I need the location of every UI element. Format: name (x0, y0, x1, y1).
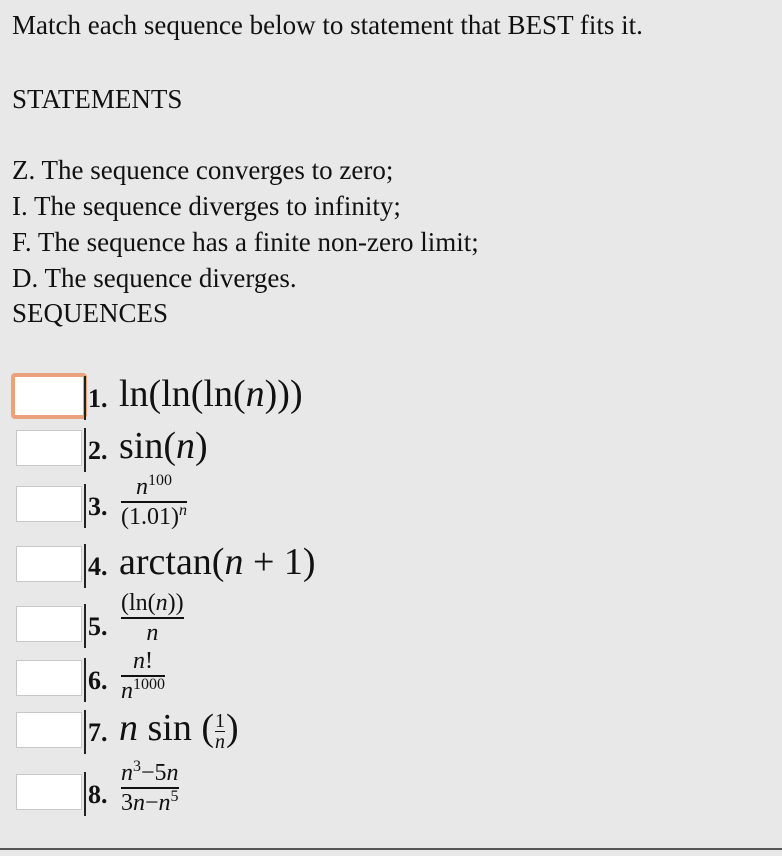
answer-input-4[interactable] (16, 546, 82, 582)
sequence-label: 7. (88, 718, 108, 747)
statement-f: F. The sequence has a finite non-zero limit; (12, 227, 479, 257)
bottom-divider (0, 848, 782, 850)
answer-input-2[interactable] (16, 430, 82, 466)
row-divider (84, 604, 86, 648)
statements-heading: STATEMENTS (12, 84, 183, 114)
answer-input-8[interactable] (16, 774, 82, 810)
sequence-label: 5. (88, 612, 108, 641)
row-divider (84, 772, 86, 816)
statement-z: Z. The sequence converges to zero; (12, 155, 394, 185)
sequence-label: 8. (88, 780, 108, 809)
sequence-label: 1. (88, 384, 108, 413)
row-divider (84, 658, 86, 702)
answer-input-1[interactable] (11, 373, 87, 419)
answer-input-5[interactable] (16, 606, 82, 642)
statement-i: I. The sequence diverges to infinity; (12, 191, 401, 221)
sequence-expression: $n^{100}$ $(1.01)^n$ (121, 472, 187, 530)
sequence-expression: sin(n) (119, 425, 208, 467)
row-divider (84, 428, 86, 472)
sequence-label: 6. (88, 666, 108, 695)
row-divider (84, 376, 86, 420)
sequence-expression: arctan(n + 1) (119, 541, 316, 583)
sequences-heading: SEQUENCES (12, 298, 169, 328)
sequence-expression: (ln(n)) n (121, 590, 184, 646)
answer-input-7[interactable] (16, 712, 82, 748)
sequence-label: 2. (88, 436, 108, 465)
answer-input-3[interactable] (16, 486, 82, 522)
row-divider (84, 710, 86, 754)
sequence-label: 3. (88, 492, 108, 521)
sequence-expression: n! $n^{1000}$ (121, 648, 165, 704)
question-title: Match each sequence below to statement that BEST fits it. (12, 10, 643, 40)
row-divider (84, 484, 86, 528)
sequence-expression: n $\sin (\frac{1}{n})$ (119, 707, 239, 753)
row-divider (84, 544, 86, 588)
sequence-expression: $n^3-5n$ $3n-n^5$ (121, 758, 179, 816)
sequence-label: 4. (88, 552, 108, 581)
statement-d: D. The sequence diverges. (12, 263, 297, 293)
answer-input-6[interactable] (16, 660, 82, 696)
sequence-expression: ln(ln(ln(n))) (119, 373, 303, 415)
